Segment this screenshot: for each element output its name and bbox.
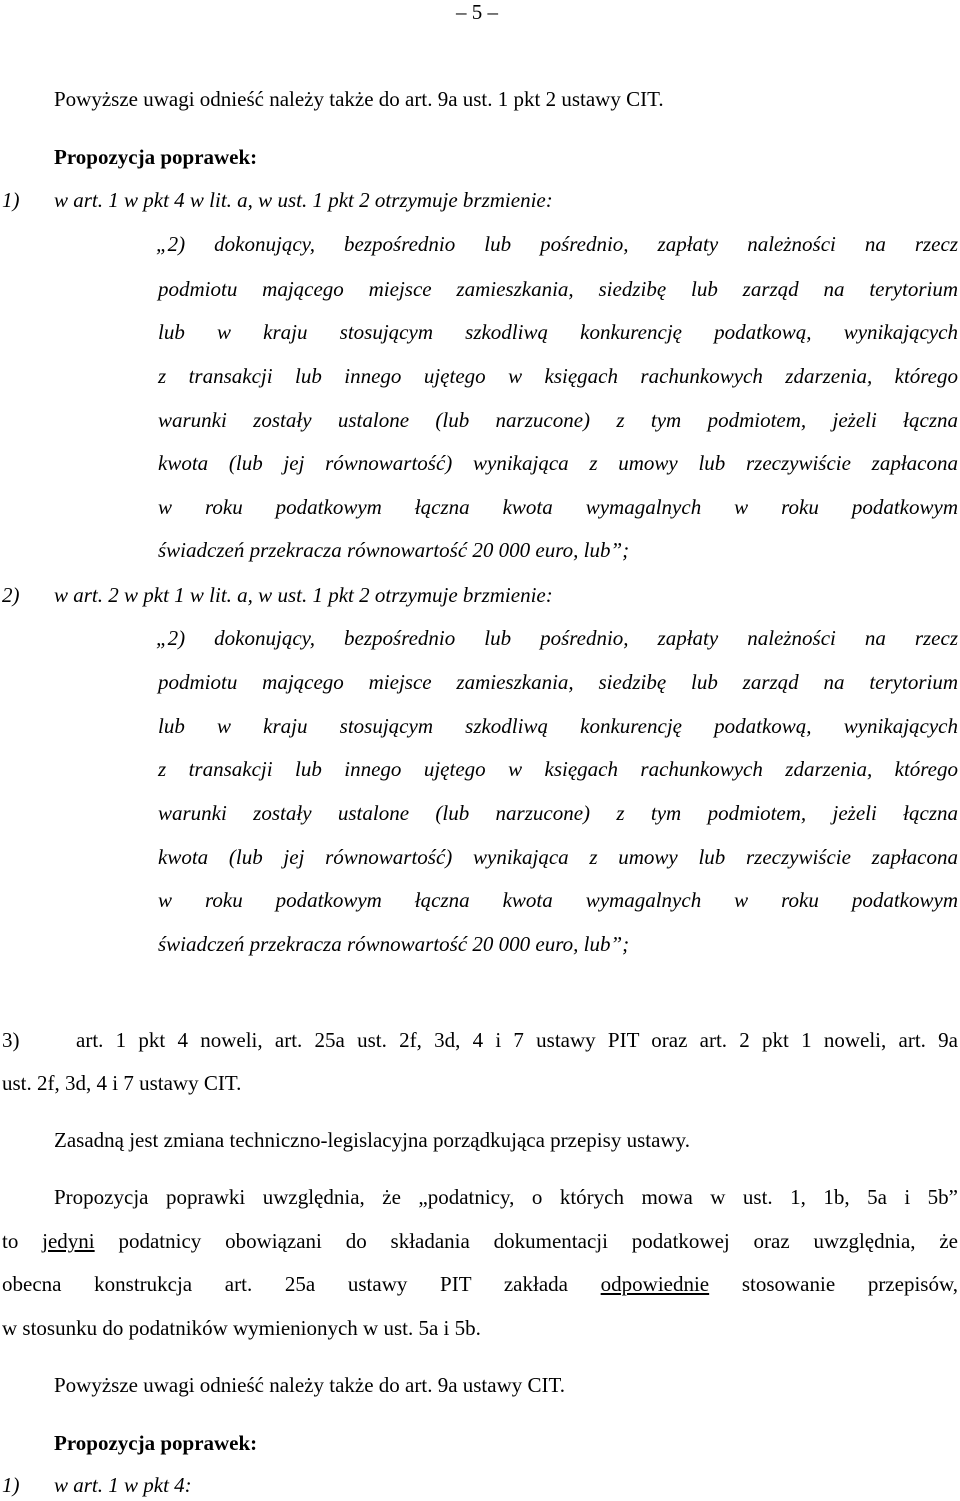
quote-line: z transakcji lub innego ujętego w księgach rachunkowych zdarzenia, którego [158, 364, 958, 388]
quote-line: „2) dokonujący, bezpośrednio lub pośrednio, zapłaty należności na rzecz [156, 232, 958, 256]
quote-line: kwota (lub jej równowartość) wynikająca z umowy lub rzeczywiście zapłacona [158, 451, 958, 475]
quote-line: w roku podatkowym łączna kwota wymagalnych w roku podatkowym [158, 888, 958, 912]
item-text: w art. 2 w pkt 1 w lit. a, w ust. 1 pkt 2 otrzymuje brzmienie: [54, 583, 553, 607]
paragraph-propozycja: Propozycja poprawki uwzględnia, że „podatnicy, o których mowa w ust. 1, 1b, 5a i 5b” [54, 1185, 958, 1209]
paragraph-cit-note: Powyższe uwagi odnieść należy także do art. 9a ustawy CIT. [54, 1373, 566, 1397]
item-text: w art. 1 w pkt 4 w lit. a, w ust. 1 pkt 2 otrzymuje brzmienie: [54, 188, 553, 212]
page-number: – 5 – [456, 0, 498, 24]
paragraph-propozycja: obecna konstrukcja art. 25a ustawy PIT zakłada odpowiednie stosowanie przepisów, [2, 1272, 959, 1296]
quote-line: warunki zostały ustalone (lub narzucone) z tym podmiotem, jeżeli łączna [158, 408, 958, 432]
item-text: w art. 1 w pkt 4: [54, 1473, 192, 1497]
quote-line: świadczeń przekracza równowartość 20 000 euro, lub”; [158, 932, 630, 956]
quote-line: w roku podatkowym łączna kwota wymagalnych w roku podatkowym [158, 495, 958, 519]
paragraph-propozycja: to jedyni podatnicy obowiązani do składania dokumentacji podatkowej oraz uwzględnia, że [2, 1229, 958, 1253]
paragraph-cit-note: Powyższe uwagi odnieść należy także do art. 9a ust. 1 pkt 2 ustawy CIT. [54, 87, 664, 111]
item-number: 1) [2, 1473, 20, 1497]
quote-line: świadczeń przekracza równowartość 20 000 euro, lub”; [158, 538, 630, 562]
quote-line: lub w kraju stosującym szkodliwą konkurencję podatkową, wynikających [158, 714, 958, 738]
quote-line: warunki zostały ustalone (lub narzucone) z tym podmiotem, jeżeli łączna [158, 801, 958, 825]
quote-line: podmiotu mającego miejsce zamieszkania, siedzibę lub zarząd na terytorium [158, 670, 958, 694]
item-number: 1) [2, 188, 20, 212]
quote-line: „2) dokonujący, bezpośrednio lub pośrednio, zapłaty należności na rzecz [156, 626, 958, 650]
item-text: art. 1 pkt 4 noweli, art. 25a ust. 2f, 3d, 4 i 7 ustawy PIT oraz art. 2 pkt 1 noweli, art. 9a [76, 1028, 958, 1052]
item-number: 2) [2, 583, 20, 607]
quote-line: z transakcji lub innego ujętego w księgach rachunkowych zdarzenia, którego [158, 757, 958, 781]
paragraph-propozycja: w stosunku do podatników wymienionych w ust. 5a i 5b. [2, 1316, 481, 1340]
quote-line: lub w kraju stosującym szkodliwą konkurencję podatkową, wynikających [158, 320, 958, 344]
heading-propozycja-poprawek: Propozycja poprawek: [54, 1431, 258, 1455]
item-number: 3) [2, 1028, 20, 1052]
quote-line: kwota (lub jej równowartość) wynikająca z umowy lub rzeczywiście zapłacona [158, 845, 958, 869]
heading-propozycja-poprawek: Propozycja poprawek: [54, 145, 258, 169]
quote-line: podmiotu mającego miejsce zamieszkania, siedzibę lub zarząd na terytorium [158, 277, 958, 301]
paragraph-zasadna: Zasadną jest zmiana techniczno-legislacyjna porządkująca przepisy ustawy. [54, 1128, 690, 1152]
item-text: ust. 2f, 3d, 4 i 7 ustawy CIT. [2, 1071, 242, 1095]
